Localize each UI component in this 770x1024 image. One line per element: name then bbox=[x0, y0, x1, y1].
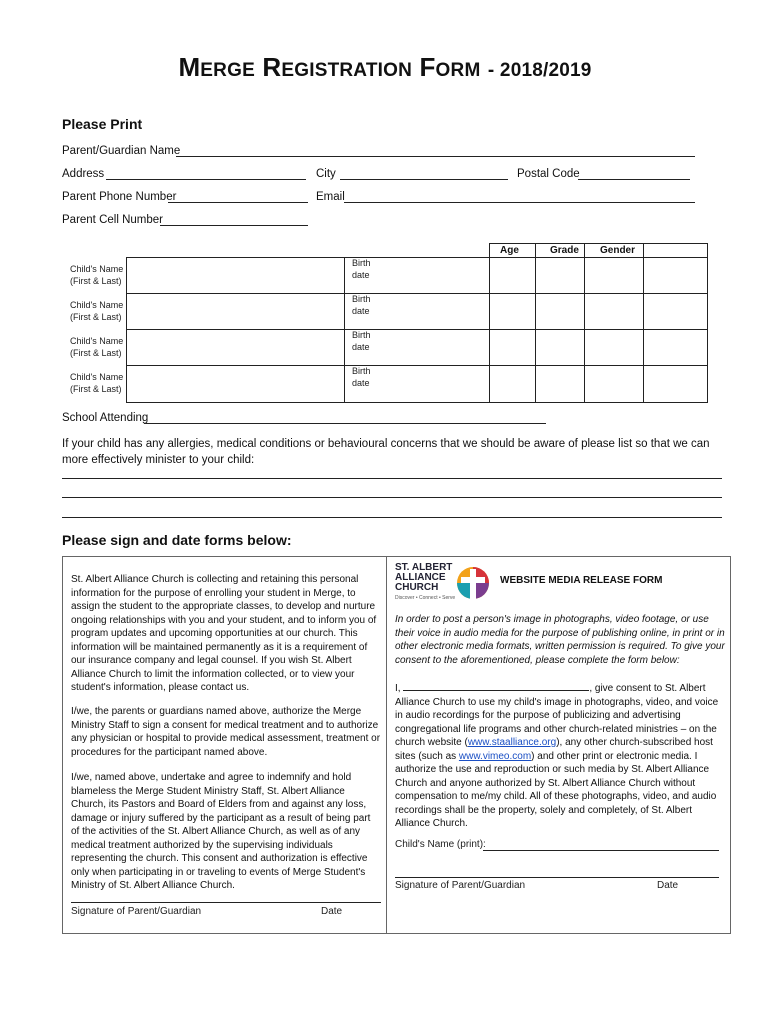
gender-header: Gender bbox=[600, 245, 636, 256]
allergies-prompt: If your child has any allergies, medical conditions or behavioural concerns that we should be aware of please list so that we can more effectively minister to your child: bbox=[62, 438, 710, 466]
school-attending-field[interactable] bbox=[144, 423, 546, 424]
form-title bbox=[0, 52, 770, 83]
postal-code-field[interactable] bbox=[578, 179, 690, 180]
allergies-line[interactable] bbox=[62, 497, 722, 498]
right-signature-line[interactable] bbox=[395, 877, 719, 878]
consent-paragraph: I, , give consent to St. Albert Alliance Church to use my child's image in photographs, video, and voice in audio recordings for the purpose of publicizing and advertising congregational life programs and other church-related ministries – on the church website (www.staalliance.org), any other church-subscribed host sites (such as www.vimeo.com) and other print or electronic media. I authorize the use and reproduction or such media by St. Albert Alliance Church and anyone authorized by St. Albert Alliance Church without compensation to me/my child. All of these photographs, video, and audio recordings shall be the property, solely and completely, of St. Albert Alliance Church. bbox=[395, 679, 725, 831]
church-logo bbox=[395, 561, 495, 607]
parent-phone-label: Parent Phone Number bbox=[62, 191, 177, 203]
vimeo-link[interactable]: www.vimeo.com bbox=[458, 750, 532, 762]
child-name-label: Child's Name (First & Last) bbox=[70, 264, 124, 286]
postal-code-label: Postal Code bbox=[517, 168, 580, 180]
indemnity-paragraph: I/we, named above, undertake and agree to indemnify and hold blameless the Merge Student Ministry Staff, St. Albert Alliance Church, its Pastors and Board of Elders from and against any loss, damage or injury suffered by the participant as a result of being part of the activities of the St. Albert Alliance Church, as well as of any medical treatment authorized by the supervising individuals representing the church. This consent and authorization is effective only when participating in or traveling to events of Merge Student's Ministry of St. Albert Alliance Church. bbox=[71, 772, 371, 891]
consent-box bbox=[62, 556, 731, 934]
title-part: ORM bbox=[435, 60, 481, 81]
child-name-input[interactable] bbox=[127, 294, 343, 328]
children-table bbox=[62, 243, 707, 403]
please-print-heading: Please Print bbox=[62, 116, 143, 132]
church-website-link[interactable]: www.staalliance.org bbox=[467, 737, 557, 748]
childs-name-print-label: Child's Name (print): bbox=[395, 839, 486, 850]
childs-name-print-field[interactable] bbox=[483, 850, 719, 851]
parent-phone-field[interactable] bbox=[168, 202, 308, 203]
left-signature-label: Signature of Parent/Guardian bbox=[71, 906, 202, 917]
age-header: Age bbox=[500, 245, 519, 256]
birth-date-label: Birth date bbox=[352, 366, 371, 388]
title-letter: F bbox=[419, 52, 436, 82]
child-name-input[interactable] bbox=[127, 258, 343, 292]
parent-name-label: Parent/Guardian Name bbox=[62, 145, 181, 157]
privacy-paragraph: St. Albert Alliance Church is collecting and retaining this personal information for the purpose of enrolling your student in Merge, to assign the student to the appropriate classes, to develop and nurture ongoing relationships with you and your student, and to inform you of program updates and upcoming opportunities at our church. This information will be maintained permanently as it is a requirement of our insurance company and legal counsel. If you wish St. Albert Alliance Church to limit the information collected, or to view your student's information, please contact us. bbox=[71, 574, 377, 693]
sign-heading: Please sign and date forms below: bbox=[62, 532, 292, 548]
address-label: Address bbox=[62, 168, 105, 180]
birth-date-label: Birth date bbox=[352, 258, 371, 280]
city-label: City bbox=[316, 168, 336, 180]
title-letter: R bbox=[262, 52, 282, 82]
release-title: WEBSITE MEDIA RELEASE FORM bbox=[500, 575, 663, 586]
birth-date-label: Birth date bbox=[352, 330, 371, 352]
logo-text: ALLIANCE bbox=[395, 572, 446, 583]
parent-name-field[interactable] bbox=[176, 156, 695, 157]
email-field[interactable] bbox=[344, 202, 695, 203]
parent-cell-field[interactable] bbox=[160, 225, 308, 226]
birth-date-label: Birth date bbox=[352, 294, 371, 316]
right-date-label: Date bbox=[657, 880, 679, 891]
left-date-label: Date bbox=[321, 906, 343, 917]
grade-header: Grade bbox=[550, 245, 579, 256]
city-field[interactable] bbox=[340, 179, 508, 180]
school-attending-label: School Attending bbox=[62, 412, 149, 424]
title-year: - 2018/2019 bbox=[487, 60, 592, 81]
title-part: EGISTRATION bbox=[281, 60, 413, 81]
medical-consent-paragraph: I/we, the parents or guardians named above, authorize the Merge Ministry Staff to sign a consent for medical treatment and to authorize any physician or hospital to provide medical assessment, treatment or procedures for the participant named above. bbox=[71, 706, 381, 758]
logo-text: ST. ALBERT bbox=[395, 562, 453, 573]
child-name-label: Child's Name (First & Last) bbox=[70, 336, 124, 358]
email-label: Email bbox=[316, 191, 345, 203]
allergies-line[interactable] bbox=[62, 517, 722, 518]
title-part: ERGE bbox=[200, 60, 255, 81]
child-name-input[interactable] bbox=[127, 366, 343, 401]
title-letter: M bbox=[178, 52, 201, 82]
consent-name-field[interactable] bbox=[403, 679, 589, 691]
allergies-line[interactable] bbox=[62, 478, 722, 479]
address-field[interactable] bbox=[106, 179, 306, 180]
logo-tagline: Discover • Connect • Serve bbox=[395, 595, 456, 601]
right-signature-label: Signature of Parent/Guardian bbox=[395, 880, 526, 891]
child-name-input[interactable] bbox=[127, 330, 343, 364]
cross-logo-icon bbox=[453, 563, 493, 603]
parent-cell-label: Parent Cell Number bbox=[62, 214, 163, 226]
release-intro: In order to post a person's image in photographs, video footage, or use their voice in audio media for the purpose of publishing online, in print or in other electronic media formats, written permission is required. To give your consent to the aforementioned, please complete the form below: bbox=[395, 614, 725, 666]
child-name-label: Child's Name (First & Last) bbox=[70, 300, 124, 322]
child-name-label: Child's Name (First & Last) bbox=[70, 372, 124, 394]
left-signature-line[interactable] bbox=[71, 902, 381, 903]
logo-text: CHURCH bbox=[395, 582, 439, 593]
